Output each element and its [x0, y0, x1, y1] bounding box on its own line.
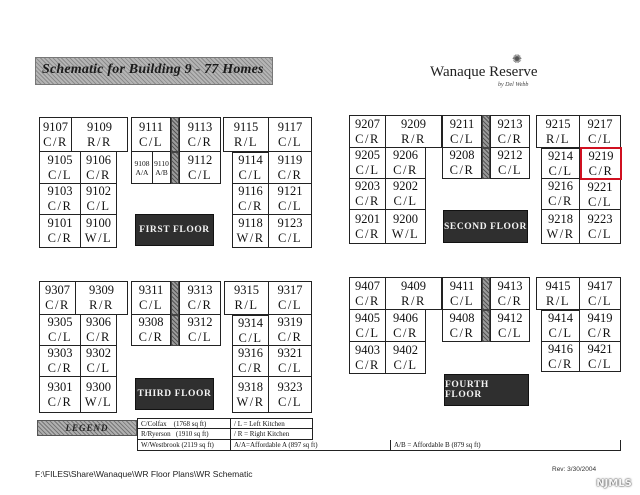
unit-cell: 9421 C/L — [580, 342, 621, 372]
unit-cell: 9105 C/L — [39, 152, 81, 184]
unit-cell: 9413 C/R — [490, 277, 530, 310]
unit-cell: 9212 C/L — [490, 148, 530, 179]
legend-westbrook: W/Westbrook (2119 sq ft) — [137, 440, 231, 451]
schematic-title-banner — [35, 57, 273, 85]
legend-affordable-a: A/A=Affordable A (897 sq ft) — [231, 440, 391, 451]
unit-cell: 9417 C/L — [580, 277, 621, 310]
unit-cell: 9217 C/L — [580, 115, 621, 148]
unit-cell: 9301 C/R — [39, 377, 81, 413]
legend-left-kitchen: / L = Left Kitchen — [231, 418, 313, 429]
third-floor-label: THIRD FLOOR — [135, 378, 214, 410]
unit-cell: 9110 A/B — [153, 152, 171, 184]
unit-cell: 9308 C/R — [131, 315, 171, 346]
unit-cell: 9306 C/R — [81, 315, 117, 346]
unit-cell: 9209 R/R — [386, 115, 442, 148]
unit-cell: 9121 C/L — [269, 184, 312, 215]
unit-cell: 9312 C/L — [179, 315, 221, 346]
unit-cell: 9118 W/R — [232, 215, 269, 248]
unit-cell: 9314 C/L — [232, 315, 269, 346]
logo-subtitle: by Del Webb — [498, 82, 529, 88]
legend-right-kitchen: / R = Right Kitchen — [231, 429, 313, 440]
unit-cell: 9202 C/L — [386, 179, 426, 210]
unit-cell: 9316 C/R — [232, 346, 269, 377]
stairwell-hatch — [171, 117, 179, 152]
unit-cell: 9119 C/R — [269, 152, 312, 184]
file-path: F:\FILES\Share\Wanaque\WR Floor Plans\WR Schematic — [35, 469, 253, 479]
unit-cell: 9101 C/R — [39, 215, 81, 248]
unit-cell: 9100 W/L — [81, 215, 117, 248]
unit-cell: 9115 R/L — [223, 117, 269, 152]
unit-cell: 9414 C/L — [541, 310, 580, 342]
unit-cell: 9318 W/R — [232, 377, 269, 413]
unit-cell: 9319 C/R — [269, 315, 312, 346]
wanaque-reserve-logo — [430, 52, 540, 92]
unit-cell: 9201 C/R — [349, 210, 386, 244]
unit-cell: 9113 C/R — [179, 117, 221, 152]
unit-cell: 9107 C/R — [39, 117, 72, 152]
stairwell-hatch — [482, 277, 490, 310]
unit-cell: 9309 R/R — [76, 281, 128, 315]
stairwell-hatch — [171, 281, 179, 315]
stairwell-hatch — [482, 115, 490, 148]
unit-cell: 9408 C/R — [442, 310, 482, 342]
sun-icon: ✺ — [512, 52, 523, 66]
unit-cell: 9111 C/L — [131, 117, 171, 152]
revision-date: Rev: 3/30/2004 — [552, 466, 597, 473]
unit-cell: 9307 C/R — [39, 281, 76, 315]
unit-cell: 9206 C/R — [386, 148, 426, 179]
schematic-title: Schematic for Building 9 - 77 Homes — [42, 62, 264, 77]
unit-cell: 9117 C/L — [269, 117, 312, 152]
unit-cell: 9108 A/A — [131, 152, 153, 184]
unit-cell: 9402 C/L — [386, 342, 426, 374]
unit-cell: 9114 C/L — [232, 152, 269, 184]
unit-cell: 9112 C/L — [179, 152, 221, 184]
unit-cell: 9207 C/R — [349, 115, 386, 148]
unit-cell: 9305 C/L — [39, 315, 81, 346]
stairwell-hatch — [482, 148, 490, 179]
unit-cell: 9317 C/L — [269, 281, 312, 315]
unit-cell: 9200 W/L — [386, 210, 426, 244]
unit-cell: 9203 C/R — [349, 179, 386, 210]
unit-cell: 9409 R/R — [386, 277, 442, 310]
unit-cell: 9214 C/L — [541, 148, 580, 179]
stairwell-hatch — [171, 315, 179, 346]
unit-cell: 9300 W/L — [81, 377, 117, 413]
unit-cell: 9406 C/R — [386, 310, 426, 342]
second-floor-label: SECOND FLOOR — [443, 210, 528, 243]
unit-cell: 9109 R/R — [72, 117, 128, 152]
unit-cell: 9116 C/R — [232, 184, 269, 215]
unit-cell: 9216 C/R — [541, 179, 580, 210]
unit-cell: 9221 C/L — [580, 180, 621, 210]
unit-cell: 9415 R/L — [536, 277, 580, 310]
legend-affordable-b: A/B = Affordable B (879 sq ft) — [391, 440, 621, 451]
unit-cell: 9315 R/L — [224, 281, 269, 315]
unit-cell: 9321 C/L — [269, 346, 312, 377]
stairwell-hatch — [171, 152, 179, 184]
first-floor-label: FIRST FLOOR — [135, 214, 214, 246]
unit-cell: 9416 C/R — [541, 342, 580, 372]
unit-cell: 9313 C/R — [179, 281, 221, 315]
unit-cell: 9412 C/L — [490, 310, 530, 342]
unit-cell: 9215 R/L — [536, 115, 580, 148]
unit-cell: 9123 C/L — [269, 215, 312, 248]
unit-cell: 9407 C/R — [349, 277, 386, 310]
unit-cell: 9106 C/R — [81, 152, 117, 184]
unit-cell: 9208 C/R — [442, 148, 482, 179]
unit-cell: 9323 C/L — [269, 377, 312, 413]
njmls-watermark: NJMLS — [596, 477, 632, 489]
unit-cell: 9205 C/L — [349, 148, 386, 179]
unit-cell: 9302 C/L — [81, 346, 117, 377]
unit-cell: 9218 W/R — [541, 210, 580, 244]
unit-cell: 9223 C/L — [580, 210, 621, 244]
unit-cell: 9405 C/L — [349, 310, 386, 342]
unit-cell: 9411 C/L — [442, 277, 482, 310]
unit-cell: 9211 C/L — [442, 115, 482, 148]
unit-cell-highlighted: 9219 C/R — [580, 147, 622, 180]
legend-colfax: C/Colfax (1768 sq ft) — [137, 418, 231, 429]
unit-cell: 9419 C/R — [580, 310, 621, 342]
fourth-floor-label: FOURTH FLOOR — [444, 374, 529, 406]
logo-name: Wanaque Reserve — [430, 64, 538, 80]
unit-cell: 9213 C/R — [490, 115, 530, 148]
legend-tag: LEGEND — [37, 420, 137, 436]
unit-cell: 9102 C/L — [81, 184, 117, 215]
unit-cell: 9403 C/R — [349, 342, 386, 374]
unit-cell: 9303 C/R — [39, 346, 81, 377]
unit-cell: 9103 C/R — [39, 184, 81, 215]
legend-ryerson: R/Ryerson (1910 sq ft) — [137, 429, 231, 440]
unit-cell: 9311 C/L — [131, 281, 171, 315]
stairwell-hatch — [482, 310, 490, 342]
